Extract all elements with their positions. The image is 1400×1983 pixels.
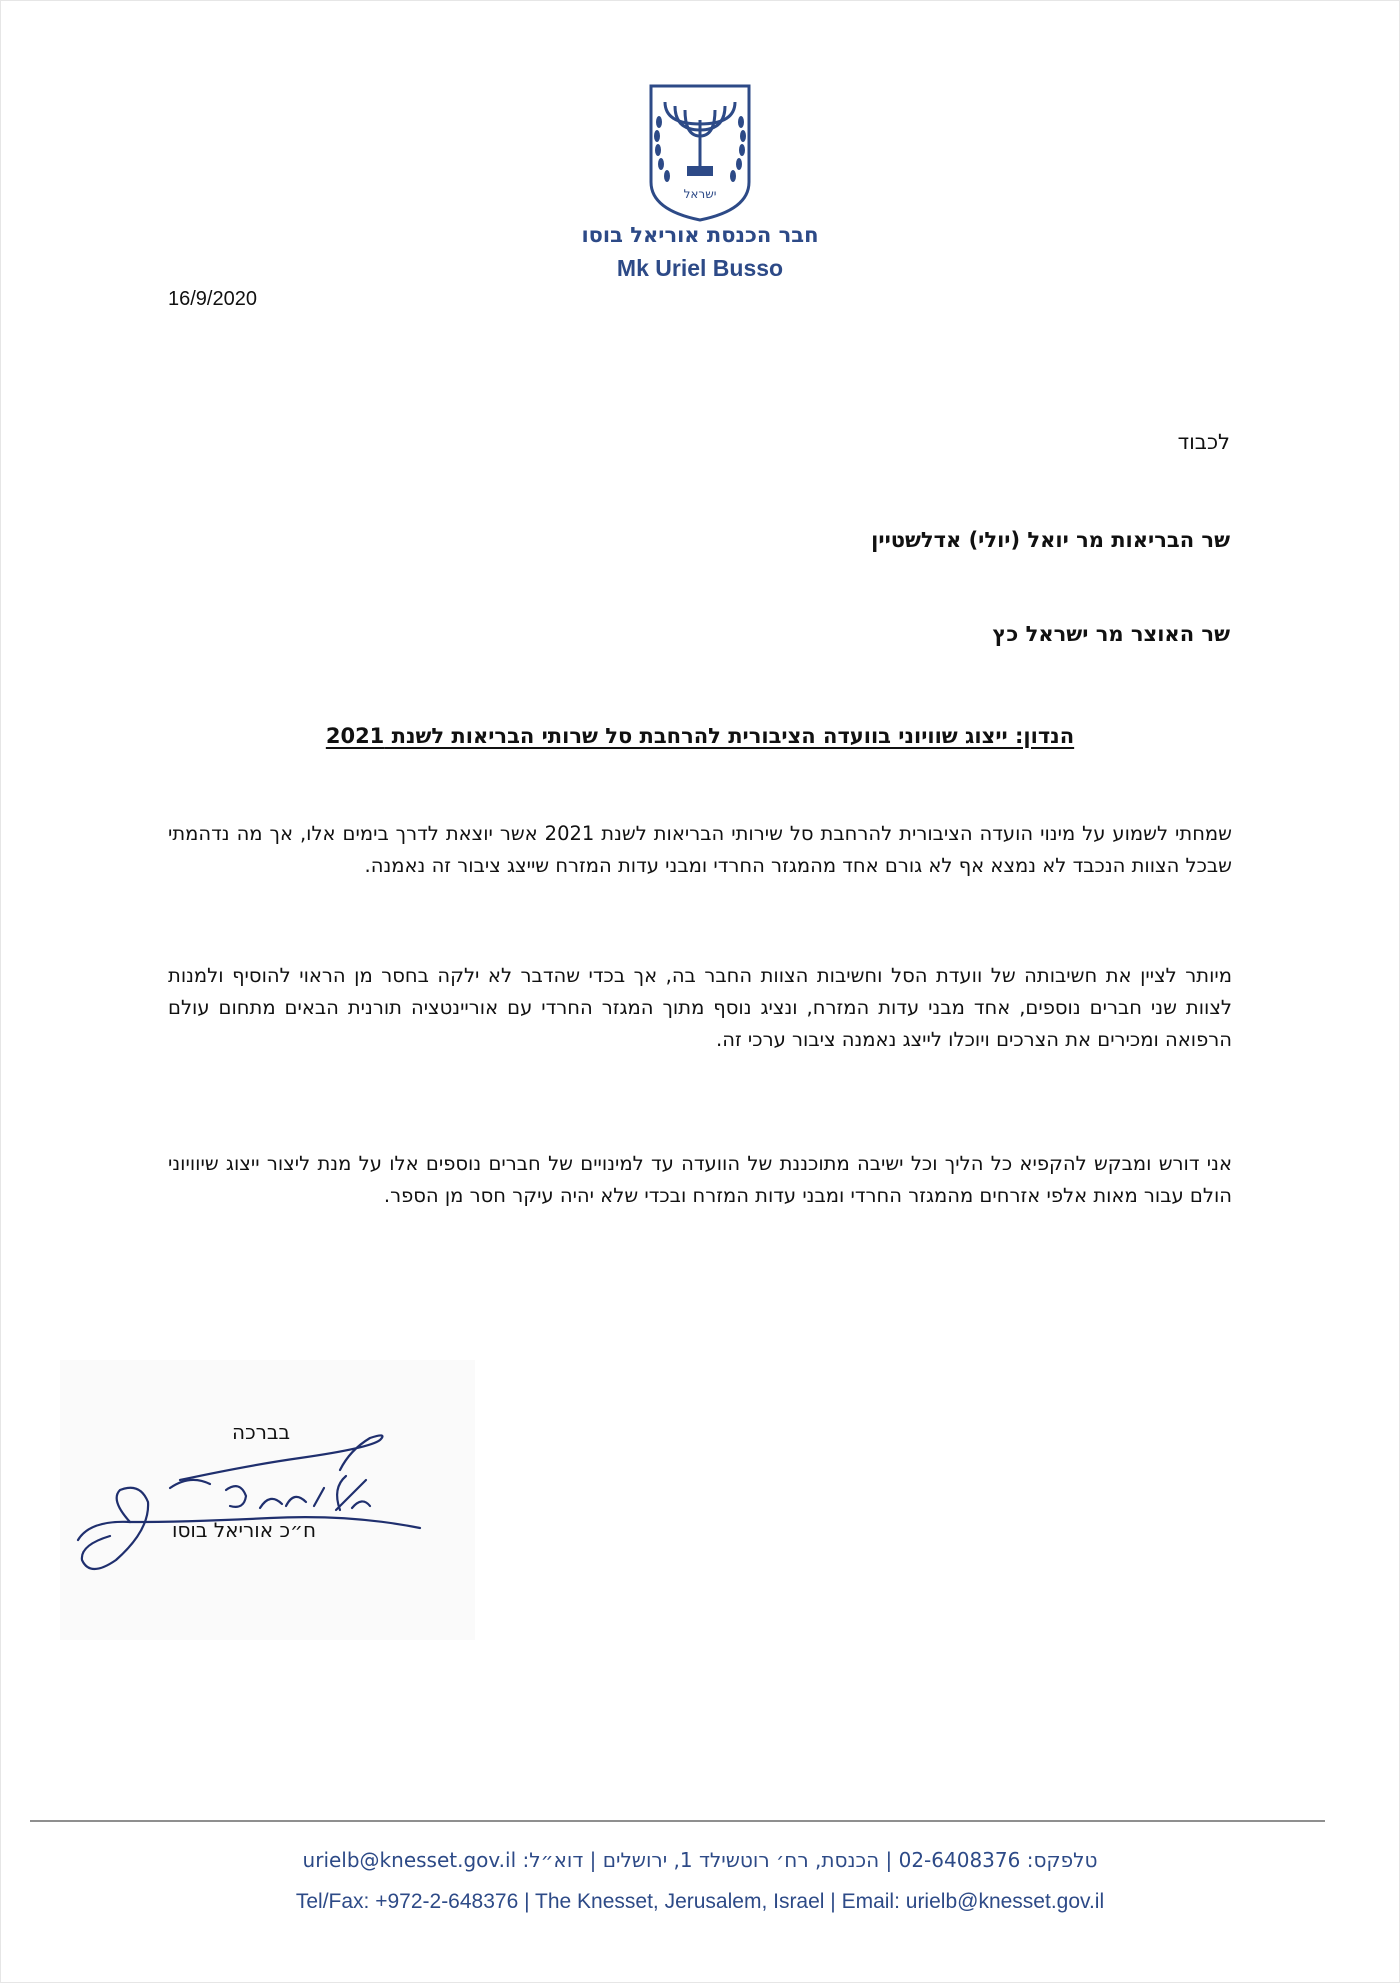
signer-name: ח״כ אוריאל בוסו (172, 1518, 317, 1542)
handwritten-signature (70, 1410, 430, 1580)
recipient-health-minister: שר הבריאות מר יואל (יולי) אדלשטיין (871, 528, 1230, 552)
mk-name-hebrew: חבר הכנסת אוריאל בוסו (581, 223, 819, 247)
subject-line (0, 724, 1400, 748)
mk-name-english: Mk Uriel Busso (616, 255, 784, 281)
paragraph-2: מיותר לציין את חשיבותה של וועדת הסל וחשיבות הצוות החבר בה, אך בכדי שהדבר לא ילקה בחסר מן הראוי להוסיף ולמנות לצוות שני חברים נוספים, אחד מבני עדות המזרח, ונציג נוסף מתוך המגזר החרדי עם אוריינטציה תורנית הבאים מתחום עולם הרפואה ומכירים את הצרכים ויוכלו לייצג נאמנה ציבור ערכי זה. (168, 964, 1232, 1051)
footer-contact-english: Tel/Fax: +972-2-648376 | The Knesset, Jerusalem, Israel | Email: urielb@knesset.gov.il (295, 1890, 1105, 1913)
paragraph-3: אני דורש ומבקש להקפיא כל הליך וכל ישיבה מתוכננת של הוועדה עד למינויים של חברים נוספים אלו על מנת ליצור ייצוג שיוויוני הולם עבור מאות אלפי אזרחים מהמגזר החרדי ומבני עדות המזרח ובכדי שלא יהיה עיקר חסר מן הספר. (168, 1152, 1232, 1207)
emblem-text: ישראל (683, 187, 717, 201)
footer-contact-hebrew: טלפקס: 02-6408376 | הכנסת, רח׳ רוטשילד 1, ירושלים | דוא״ל: urielb@knesset.gov.il (302, 1848, 1098, 1872)
greeting: לכבוד (1177, 430, 1230, 454)
paragraph-1: שמחתי לשמוע על מינוי הועדה הציבורית להרחבת סל שירותי הבריאות לשנת 2021 אשר יוצאת לדרך בימים אלו, אך מה נדהמתי שבכל הצוות הנכבד לא נמצא אף לא גורם אחד מהמגזר החרדי ומבני עדות המזרח שייצג ציבור זה נאמנה. (168, 822, 1232, 877)
footer-divider (30, 1820, 1325, 1822)
israel-emblem-logo (645, 82, 755, 222)
closing-blessing: בברכה (232, 1420, 291, 1444)
letter-date: 16/9/2020 (168, 288, 257, 310)
subject-text: הנדון: ייצוג שוויוני בוועדה הציבורית להרחבת סל שרותי הבריאות לשנת 2021 (325, 724, 1075, 748)
recipient-finance-minister: שר האוצר מר ישראל כץ (992, 622, 1230, 646)
